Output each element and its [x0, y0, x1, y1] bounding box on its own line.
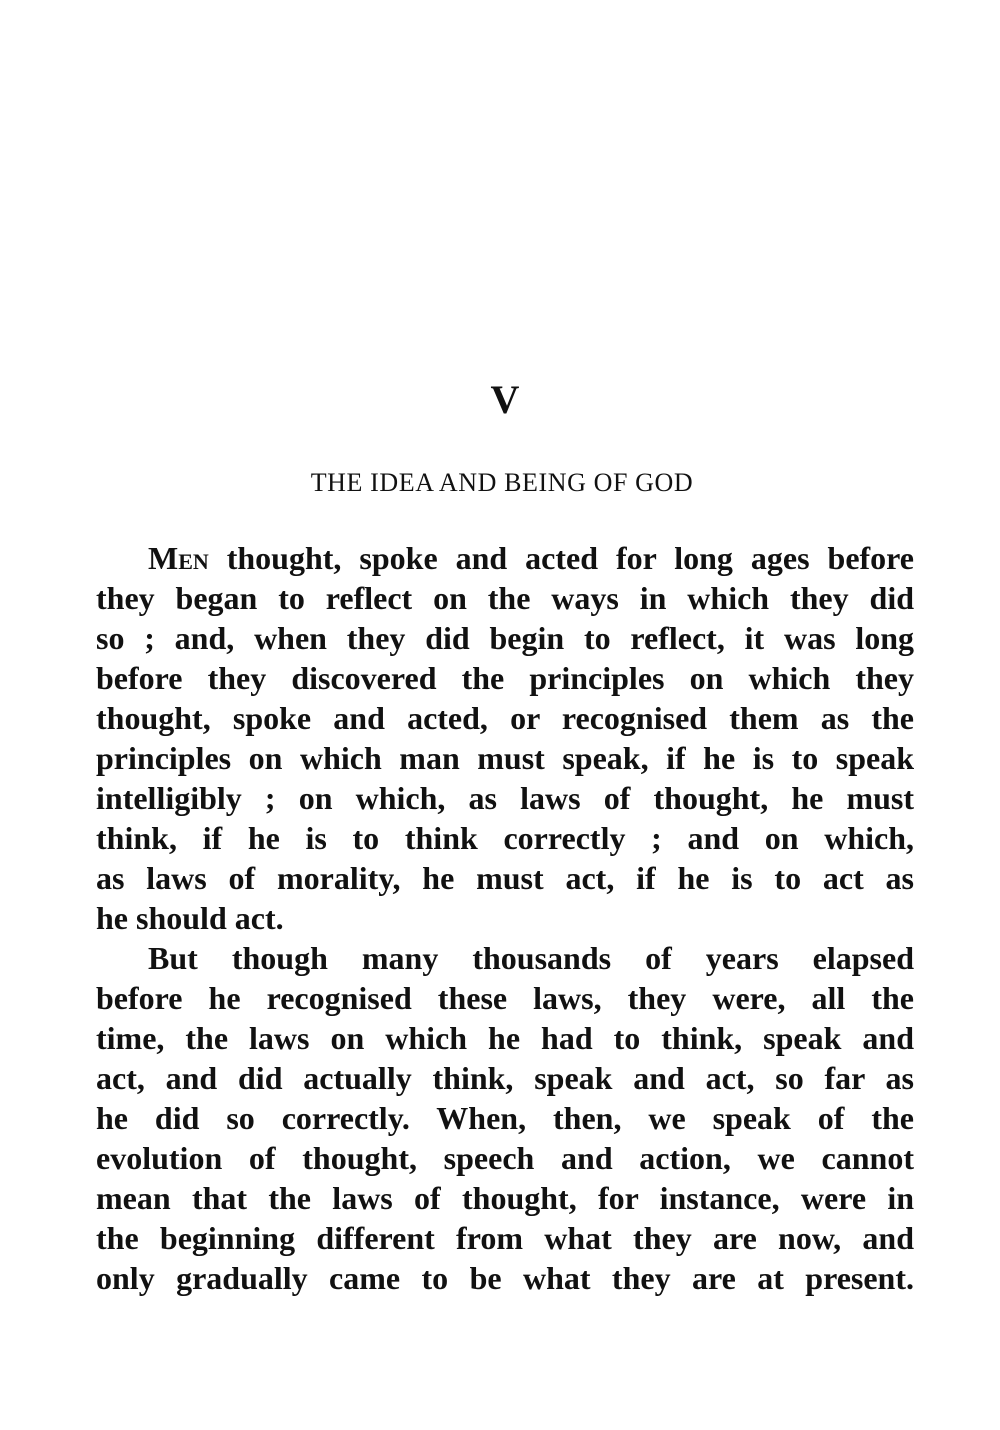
paragraph-line: thought, spoke and acted, or recognised them as the: [96, 700, 914, 736]
paragraph-line: they began to reflect on the ways in which they did: [96, 580, 914, 616]
paragraph-line: think, if he is to think correctly ; and on which,: [96, 820, 914, 856]
paragraph-line: only gradually came to be what they are at present.: [96, 1260, 914, 1296]
paragraph-line: intelligibly ; on which, as laws of thought, he must: [96, 780, 914, 816]
paragraph-line: mean that the laws of thought, for instance, were in: [96, 1180, 914, 1216]
paragraph-2: [96, 938, 914, 1298]
paragraph-1: [96, 538, 914, 938]
paragraph-line: But though many thousands of years elapsed: [148, 940, 914, 976]
paragraph-line: act, and did actually think, speak and act, so far as: [96, 1060, 914, 1096]
paragraph-line: he did so correctly. When, then, we speak of the: [96, 1100, 914, 1136]
paragraph-line: [96, 538, 914, 578]
paragraph-line: he should act.: [96, 900, 284, 936]
paragraph-line: principles on which man must speak, if he is to speak: [96, 740, 914, 776]
chapter-title: THE IDEA AND BEING OF GOD: [310, 468, 694, 497]
paragraph-line: evolution of thought, speech and action, we cannot: [96, 1140, 914, 1176]
paragraph-line: time, the laws on which he had to think, speak and: [96, 1020, 914, 1056]
chapter-numeral: V: [490, 377, 520, 422]
paragraph-line: as laws of morality, he must act, if he is to act as: [96, 860, 914, 896]
paragraph-line: before he recognised these laws, they were, all the: [96, 980, 914, 1016]
paragraph-line: before they discovered the principles on which they: [96, 660, 914, 696]
opening-word: Men: [148, 540, 209, 576]
line-text: thought, spoke and acted for long ages before: [208, 540, 914, 576]
paragraph-line: the beginning different from what they are now, and: [96, 1220, 914, 1256]
paragraph-line: so ; and, when they did begin to reflect, it was long: [96, 620, 914, 656]
chapter-body: [96, 538, 914, 1298]
